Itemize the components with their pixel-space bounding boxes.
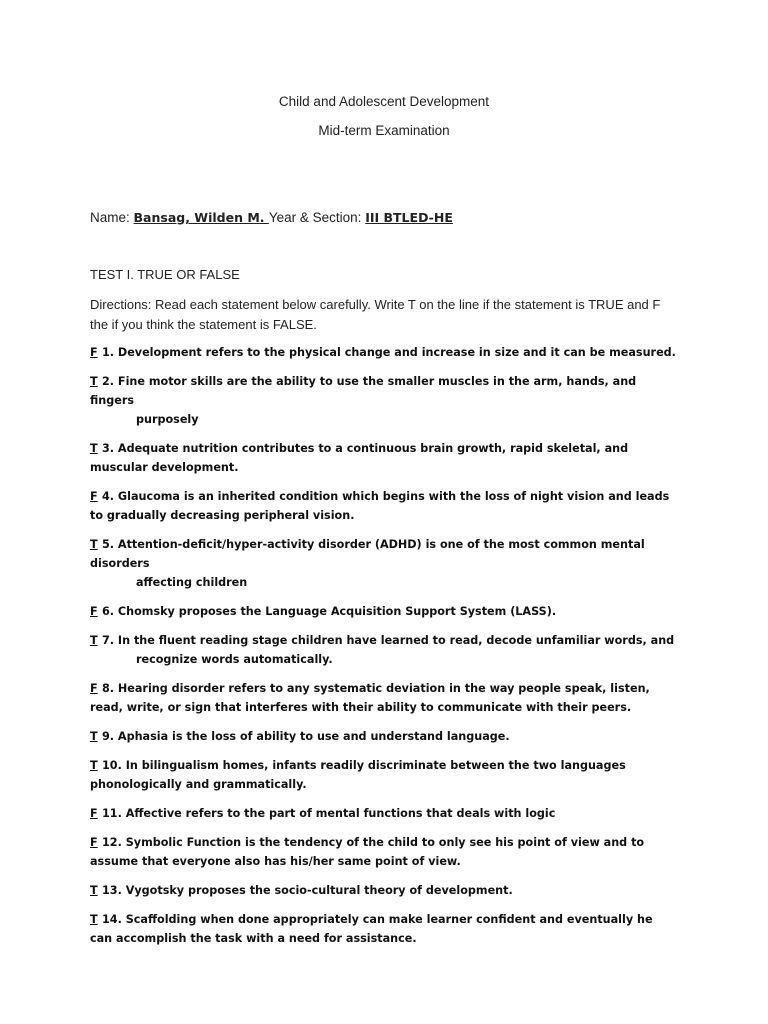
question-text: 7. In the fluent reading stage children have learned to read, decode unfamiliar words, and	[102, 634, 675, 647]
answer-mark: F	[90, 836, 98, 849]
question-text: 13. Vygotsky proposes the socio-cultural theory of development.	[102, 884, 513, 897]
student-info-line	[90, 210, 453, 225]
student-name: Bansag, Wilden M.	[133, 210, 269, 225]
answer-mark: F	[90, 346, 98, 359]
answer-mark: F	[90, 605, 98, 618]
student-section: III BTLED-HE	[365, 210, 453, 225]
question-text: 4. Glaucoma is an inherited condition which begins with the loss of night vision and leads to gradually decreasing peripheral vision.	[90, 490, 709, 522]
answer-mark: F	[90, 490, 98, 503]
exam-title: Mid-term Examination	[318, 123, 450, 138]
question-text: 2. Fine motor skills are the ability to use the smaller muscles in the arm, hands, and fingers	[90, 375, 641, 407]
question-list	[90, 343, 709, 958]
answer-mark: T	[90, 884, 98, 897]
question-item	[90, 756, 680, 794]
course-title: Child and Adolescent Development	[278, 94, 490, 109]
question-text: 8. Hearing disorder refers to any systematic deviation in the way people speak, listen, read, write, or sign that interferes with their ability to communicate with their peers.	[90, 682, 658, 714]
answer-mark: T	[90, 913, 98, 926]
question-item	[90, 833, 680, 871]
question-text: 6. Chomsky proposes the Language Acquisition Support System (LASS).	[102, 605, 557, 618]
question-text: 12. Symbolic Function is the tendency of the child to only see his point of view and to assume that everyone also has his/her same point of view.	[90, 836, 652, 868]
question-item	[90, 487, 709, 525]
question-item	[90, 881, 680, 900]
section-label: Year & Section:	[268, 210, 366, 225]
question-text-continuation: affecting children	[136, 576, 248, 589]
question-item	[90, 372, 680, 429]
test-title: TEST I. TRUE OR FALSE	[90, 267, 240, 282]
question-text: 10. In bilingualism homes, infants readily discriminate between the two languages phonologically and grammatically.	[90, 759, 654, 791]
question-item	[90, 679, 680, 717]
question-text-continuation: recognize words automatically.	[136, 653, 333, 666]
question-text: 1. Development refers to the physical change and increase in size and it can be measured.	[102, 346, 676, 359]
question-item	[90, 602, 680, 621]
answer-mark: F	[90, 807, 98, 820]
answer-mark: T	[90, 375, 98, 388]
question-text: 14. Scaffolding when done appropriately can make learner confident and eventually he can accomplish the task with a need for assistance.	[90, 913, 700, 945]
name-label: Name:	[90, 210, 134, 225]
answer-mark: F	[90, 682, 98, 695]
question-item	[90, 910, 700, 948]
question-item	[90, 439, 680, 477]
question-item	[90, 535, 680, 592]
answer-mark: T	[90, 538, 98, 551]
answer-mark: T	[90, 634, 98, 647]
question-item	[90, 804, 680, 823]
answer-mark: T	[90, 442, 98, 455]
question-text: 5. Attention-deficit/hyper-activity disorder (ADHD) is one of the most common mental disorders	[90, 538, 649, 570]
question-item	[90, 631, 680, 669]
question-text: 3. Adequate nutrition contributes to a continuous brain growth, rapid skeletal, and muscular development.	[90, 442, 652, 474]
question-item	[90, 727, 680, 746]
test-directions: Directions: Read each statement below carefully. Write T on the line if the statement is TRUE and F the if you think the statement is FALSE.	[90, 297, 661, 332]
question-item	[90, 343, 680, 362]
question-text: 11. Affective refers to the part of mental functions that deals with logic	[102, 807, 556, 820]
answer-mark: T	[90, 730, 98, 743]
question-text: 9. Aphasia is the loss of ability to use and understand language.	[102, 730, 510, 743]
question-text-continuation: purposely	[136, 413, 199, 426]
answer-mark: T	[90, 759, 98, 772]
